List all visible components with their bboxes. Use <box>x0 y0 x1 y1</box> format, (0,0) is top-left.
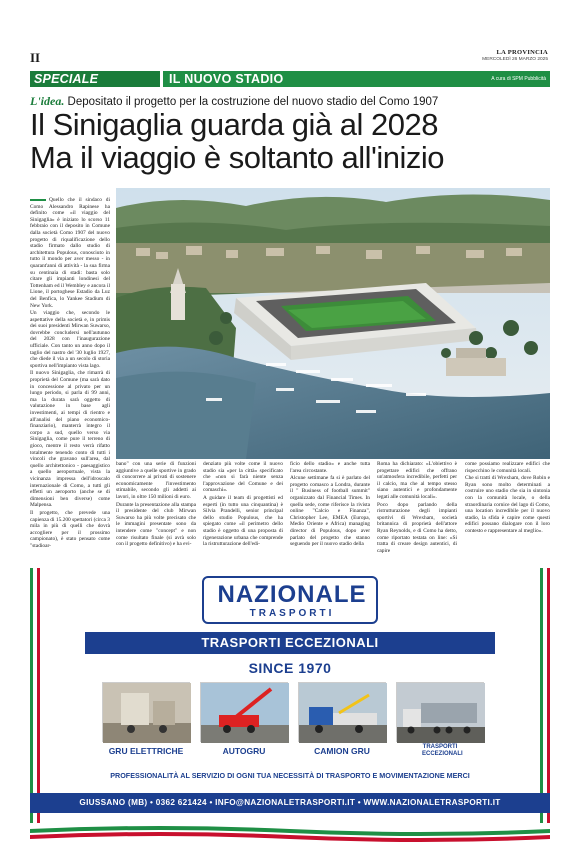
page-number: II <box>30 50 41 65</box>
article-column-5 <box>377 461 457 561</box>
paragraph: denziato più volte come il nuovo stadio sia «per la città» specificato che «non si farà niente senza l'approvazione del Comune e dei comaschi». <box>203 461 283 494</box>
service-photo-trasporti-eccezionali <box>396 682 484 742</box>
kicker-label: L'idea. <box>30 94 65 108</box>
brand-name: NAZIONALE <box>217 581 367 608</box>
topic-band <box>163 71 550 87</box>
brand-logo <box>202 576 378 624</box>
ad-bottom-strip <box>30 823 550 843</box>
paragraph: ficio dello stadio» e anche tutta l'area circostante. <box>290 461 370 474</box>
paragraph: Alcune settimane fa si è parlato del progetto comasco a Londra, durante il " Business of football summit" organizzato dal Financial Times. In quella sede, come riferisce la rivista online "Calcio e Finanza", Christopher Lee, EMEA (Europa, Medio Oriente e Africa) managing director di Populous, dopo aver parlato del progetto che stanno seguendo per il nuovo stadio della <box>290 475 370 548</box>
masthead <box>482 49 548 62</box>
newspaper-name: LA PROVINCIA <box>496 49 548 56</box>
service-label-trasporti-eccezionali: TRASPORTI ECCEZIONALI <box>422 744 463 757</box>
paragraph: Che si tratti di Wrexham, dove Robin e Ryan sono molto determinati a costruire uno stadio che sia in sintonia con la comunità locale, o della straordinaria cornice del lago di Como, una location incredibile per il nuovo stadio, la sfida è capire come questi edifici possano dialogare con il loro contesto e rappresentare al meglio». <box>465 475 550 534</box>
paragraph: come possiamo realizzare edifici che rispecchino le comunità locali. <box>465 461 550 474</box>
ad-since: SINCE 1970 <box>248 660 332 676</box>
article-column-6 <box>465 461 550 561</box>
paragraph: Poco dopo parlando della ristrutturazione degli impianti sportivi di Wrexham, società britannica di proprietà dell'attore Ryan Reynolds, e di Como ha detto, come riportato testata on line: «Si tratta di creare design autentici, di capire <box>377 501 457 554</box>
stadium-rendering-illustration <box>116 188 550 459</box>
headline-line-1: Il Sinigaglia guarda già al 2028 <box>30 107 438 142</box>
service-label-gru-elettriche: GRU ELETTRICHE <box>108 746 184 756</box>
kicker-text: Depositato il progetto per la costruzione del nuovo stadio del Como 1907 <box>67 96 439 108</box>
ad-contacts: GIUSSANO (MB) • 0362 621424 • INFO@NAZIONALETRASPORTI.IT • WWW.NAZIONALETRASPORTI.IT <box>30 793 550 813</box>
service-photo-camion-gru <box>298 682 386 742</box>
ad-slogan: PROFESSIONALITÀ AL SERVIZIO DI OGNI TUA NECESSITÀ DI TRASPORTO E MOVIMENTAZIONE MERCI <box>110 771 470 780</box>
electric-crane-icon <box>103 683 191 743</box>
lead-marker <box>30 199 46 201</box>
paragraph: Il nuovo Sinigaglia, che rimarrà di proprietà del Comune (ma sarà dato in concessione al privato per un lungo periodo, si parla di 99 anni, ma la durata sarà oggetto di valutazione in base agli investimenti, ai tempi di rientro e all'analisi del piano economico-finanziario), manterrà integro il corpo a sud, quello verso via Sinigaglia, come pure il terreno di gioco, mentre il resto verrà rifatto totalmente tenendo conto di tutti i vincoli che gravano sull'area, dal quello architettonico - paesaggistico a quello aeroportuale, vista la vicinanza impressa dell'idroscalo internazionale di Como, a tutti gli effetti un aeroporto (anche se di dimensioni ben diverse) come Malpensa. <box>30 370 110 509</box>
truck-crane-icon <box>299 683 387 743</box>
issue-date: MERCOLEDÌ 26 MARZO 2025 <box>482 57 548 62</box>
service-label-autogru: AUTOGRU <box>222 746 266 756</box>
paragraph: bano" con una serie di funzioni aggiuntive a quelle sportive in grado di concorrere ai privati di sostenere economicamente l'investimento stimabile, secondo gli addetti ai lavori, in oltre 150 milioni di euro. <box>116 461 196 500</box>
headline-line-2: Ma il viaggio è soltanto all'inizio <box>30 140 445 175</box>
ad-tagline: TRASPORTI ECCEZIONALI <box>85 632 495 654</box>
advertisement <box>30 568 550 843</box>
paragraph: A guidare il team di progettisti ed esperti (in tutto una cinquantina) è Silvia Prandelli, senior principal dello studio Populous, che ha spiegato come «il perimetro dello stadio è oggetto di una proposta di rigenerazione urbana che comprende la ristrutturazione dell'edi- <box>203 494 283 548</box>
paragraph: Il progetto, che prevede una capienza di 15.200 spettatori (circa 3 mila in più di quelli che dovrà accogliere per il prossimo campionato), è stato pensato come "stadioar- <box>30 509 110 549</box>
article-column-4 <box>290 461 370 561</box>
sponsor-credit: A cura di SPM Pubblicità <box>491 76 546 82</box>
headline <box>30 108 444 174</box>
paragraph: Durante la presentazione alla stampa il presidente del club Mirwan Suwarso ha più volte precisato che le immagini presentate sono da intendere come "concept" e non come risultato finale (si avrà solo con il progetto definitivo) e ha evi- <box>116 501 196 548</box>
service-photo-autogru <box>200 682 288 742</box>
service-label-camion-gru: CAMION GRU <box>314 746 370 756</box>
article-column-3 <box>203 461 283 561</box>
article-column-2 <box>116 461 196 561</box>
mobile-crane-icon <box>201 683 289 743</box>
article-column-1 <box>30 197 110 549</box>
stadium-rendering-photo <box>116 188 550 459</box>
paragraph: Quello che il sindaco di Como Alessandro Rapinese ha definito come «il viaggio del Sinigaglia» è iniziato lo scorso 11 febbraio con il deposito in Comune dalla società Como 1907 del nuovo progetto di riqualificazione dello stadio firmato dallo studio di architettura Populous, conosciuto in tutto il mondo per aver messo - in quarant'anni di attività - la sua firma su centinaia di stadi: basta solo citare gli impianti londinesi del Tottenham ed il Wembley e ancora il Lione, il portoghese Estadio da Luz del Benfica, lo Yankee Stadium di New York. <box>30 197 110 309</box>
paragraph: Roma ha dichiarato: «L'obiettivo è progettare edifici che offrano un'atmosfera incredibile, perfetti per il calcio, ma che al tempo stesso siano autentici e profondamente legati alle comunità locali». <box>377 461 457 500</box>
wave-decoration <box>30 823 550 843</box>
paragraph: Un viaggio che, secondo le aspettative della società e, in primis dei suoi presidenti Mirwan Suwarso, dovrebbe concludersi nell'autunno del 2028 con l'inaugurazione ufficiale. Con tanto un anno dopo il taglio del nastro del '30 luglio 1927, che diede il via a un secolo di storia sportiva nell'impianto vista lago. <box>30 310 110 369</box>
section-label: SPECIALE <box>34 72 99 86</box>
service-photo-electric-cranes <box>102 682 190 742</box>
brand-subtitle: TRASPORTI <box>249 608 335 619</box>
heavy-transport-icon <box>397 683 485 743</box>
section-band <box>30 71 160 87</box>
topic-label: IL NUOVO STADIO <box>169 72 284 86</box>
